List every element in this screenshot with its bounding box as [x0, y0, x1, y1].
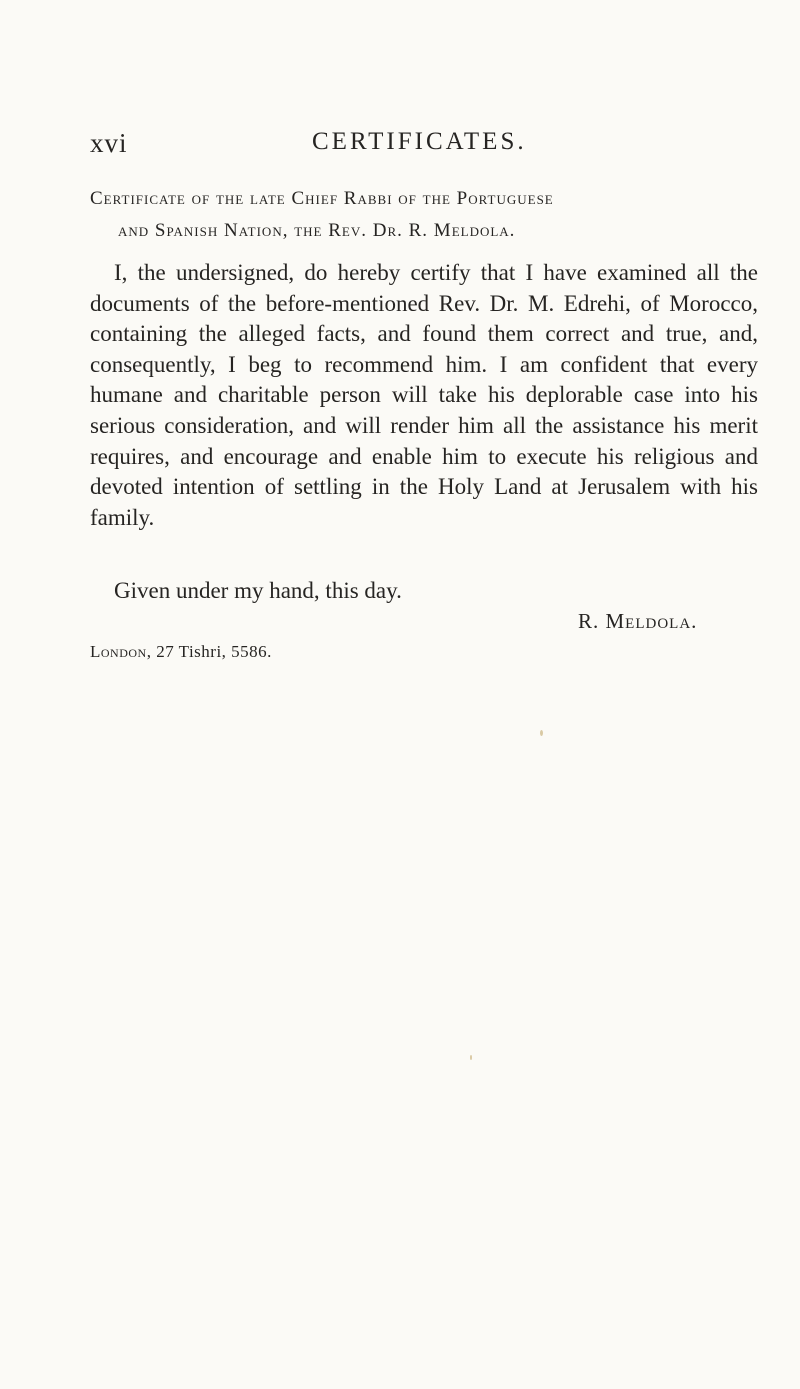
certificate-title-line-2: and Spanish Nation, the Rev. Dr. R. Meldola. — [118, 220, 516, 241]
paper-speck — [470, 1055, 472, 1060]
given-line: Given under my hand, this day. — [114, 578, 402, 603]
dateline — [90, 642, 272, 662]
running-head: CERTIFICATES. — [312, 128, 527, 155]
page-header — [90, 126, 730, 166]
certificate-body: I, the undersigned, do hereby certify that I have examined all the documents of the before-mentioned Rev. Dr. M. Edrehi, of Morocco, containing the alleged facts, and found them correct and true, and, consequently, I beg to recommend him. I am confident that every humane and charitable person will take his deplorable case into his serious consideration, and will render him all the assistance his merit requires, and encourage and enable him to execute his religious and devoted intention of settling in the Holy Land at Jerusalem with his family. — [90, 260, 758, 530]
paper-speck — [540, 730, 543, 736]
certificate-title — [90, 183, 775, 247]
signature: R. Meldola. — [578, 609, 698, 633]
dateline-place: London, — [90, 642, 152, 661]
page-number: xvi — [90, 128, 128, 158]
dateline-date: 27 Tishri, 5586. — [156, 642, 272, 661]
certificate-title-line-1: Certificate of the late Chief Rabbi of the Portuguese — [90, 188, 554, 209]
